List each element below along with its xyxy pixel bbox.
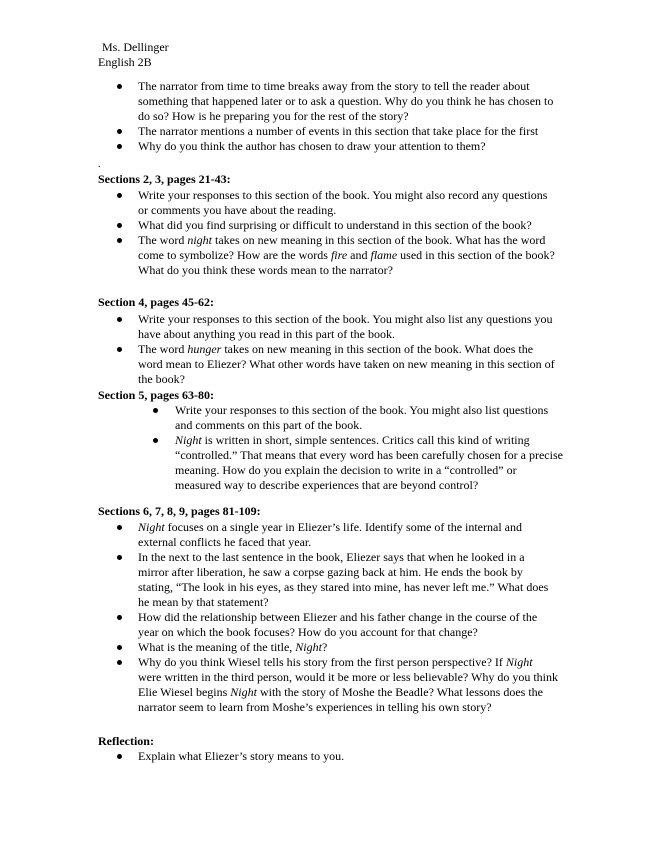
course-name: English 2B: [98, 55, 152, 69]
section-heading-5: Section 5, pages 63-80:: [98, 388, 214, 402]
question-item: Night focuses on a single year in Eliezer’s life. Identify some of the internal and external conflicts he faced that year.: [138, 520, 558, 550]
intro-question-list: [138, 79, 558, 154]
question-item: In the next to the last sentence in the book, Eliezer says that when he looked in a mirror after liberation, he saw a corpse gazing back at him. He ends the book by stating, “The look in his eyes, as they stared into mine, has never left me.” What does he mean by that statement?: [138, 550, 558, 610]
reflection-heading: Reflection:: [98, 734, 154, 748]
question-item: Write your responses to this section of the book. You might also list any questions you have about anything you read in this part of the book.: [138, 312, 558, 342]
section-heading-4: Section 4, pages 45-62:: [98, 295, 214, 309]
italic-title: Night: [505, 655, 533, 669]
italic-title: hunger: [187, 342, 222, 356]
question-item: What did you find surprising or difficult to understand in this section of the book?: [138, 218, 558, 233]
question-item: How did the relationship between Eliezer and his father change in the course of the year on which the book focuses? How do you account for that change?: [138, 610, 558, 640]
question-item: Explain what Eliezer’s story means to you.: [138, 749, 558, 764]
italic-title: fire: [330, 248, 348, 262]
teacher-name: Ms. Dellinger: [102, 40, 169, 54]
italic-title: night: [187, 233, 212, 247]
section-heading-2-3: Sections 2, 3, pages 21-43:: [98, 172, 231, 186]
document-header: [98, 40, 169, 70]
section-4-question-list: [138, 312, 558, 387]
section-2-3-question-list: [138, 188, 558, 278]
question-item: Why do you think the author has chosen to draw your attention to them?: [138, 139, 558, 154]
section-6-9-question-list: [138, 520, 558, 715]
section-heading-6-9: Sections 6, 7, 8, 9, pages 81-109:: [98, 504, 261, 518]
question-item: The narrator from time to time breaks away from the story to tell the reader about something that happened later or to ask a question. Why do you think he has chosen to do so? How is he preparing you for the rest of the story?: [138, 79, 558, 124]
italic-title: Night: [138, 520, 165, 534]
question-item: Write your responses to this section of the book. You might also record any questions or comments you have about the reading.: [138, 188, 558, 218]
stray-mark: .: [98, 159, 101, 170]
italic-title: flame: [370, 248, 398, 262]
section-5-question-list: [175, 403, 565, 493]
italic-title: Night: [175, 433, 202, 447]
question-item: The narrator mentions a number of events in this section that take place for the first: [138, 124, 558, 139]
question-item: Night is written in short, simple sentences. Critics call this kind of writing “controlled.” That means that every word has been carefully chosen for a precise meaning. How do you explain the decision to write in a “controlled” or measured way to describe experiences that are beyond control?: [175, 433, 565, 493]
question-item: Write your responses to this section of the book. You might also list questions and comments on this part of the book.: [175, 403, 565, 433]
question-item: Why do you think Wiesel tells his story from the first person perspective? If Night were written in the third person, would it be more or less believable? Why do you think Elie Wiesel begins Night with the story of Moshe the Beadle? What lessons does the narrator seem to learn from Moshe’s experiences in telling his own story?: [138, 655, 559, 714]
italic-title: Night: [295, 640, 322, 654]
reflection-question-list: [138, 749, 558, 764]
question-item: What is the meaning of the title, Night?: [138, 640, 558, 655]
question-item: The word hunger takes on new meaning in this section of the book. What does the word mean to Eliezer? What other words have taken on new meaning in this section of the book?: [138, 342, 558, 387]
question-item: The word night takes on new meaning in this section of the book. What has the word come to symbolize? How are the words fire and flame used in this section of the book? What do you think these words mean to the narrator?: [138, 233, 558, 278]
italic-title: Night: [230, 685, 257, 699]
